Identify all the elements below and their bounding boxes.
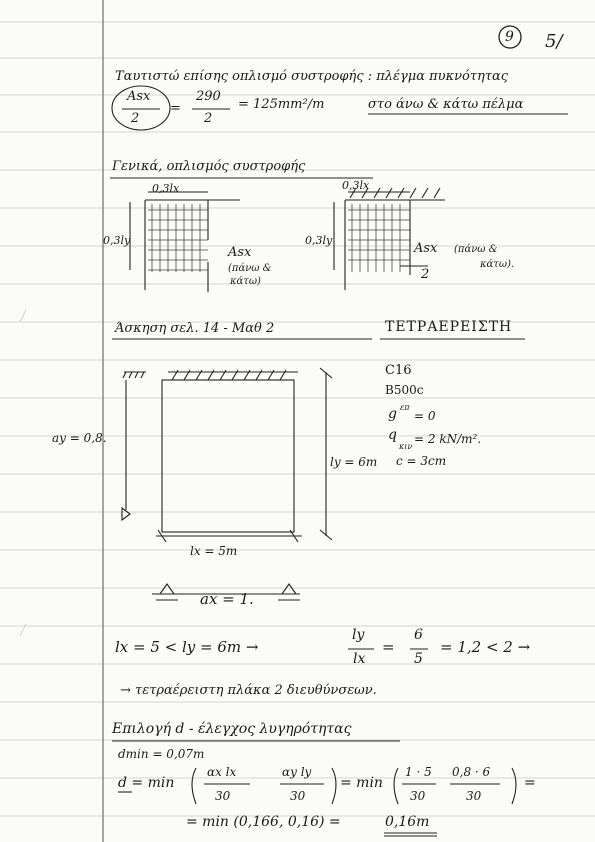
result-125: = 125mm²/m (238, 97, 325, 112)
frac-mid-den: 2 (204, 111, 213, 126)
top-bottom-note: στο άνω & κάτω πέλμα (368, 97, 524, 112)
g-label: g (388, 406, 397, 422)
frac-left-num: Asx (127, 89, 151, 104)
frac-left-den: 2 (131, 111, 140, 126)
lx-label: lx = 5m (190, 544, 238, 558)
q-label: q (388, 427, 397, 443)
dmin: dmin = 0,07m (118, 747, 205, 761)
exercise-type: ΤΕΤΡΑΕΡΕΙΣΤΗ (385, 319, 513, 335)
ratio-lhs: lx = 5 < ly = 6m → (115, 638, 259, 656)
line-1: Ταυτιστώ επίσης οπλισμό συστροφής : πλέγμα πυκνότητας (115, 69, 509, 84)
d-lhs: d = min (118, 775, 175, 791)
q-value: = 2 kN/m². (414, 432, 482, 446)
slab-drawing (100, 360, 360, 620)
exercise-title: Άσκηση σελ. 14 - Μαθ 2 (115, 321, 275, 336)
left-dim-side: 0,3ly (103, 234, 131, 247)
right-dim-top: 0,3lx (342, 179, 370, 192)
exercise-underline (110, 336, 530, 342)
left-note-2: κάτω) (230, 276, 261, 287)
ratio-eq: = (382, 638, 395, 656)
concrete-class: C16 (385, 363, 412, 378)
left-dim-top: 0,3lx (152, 182, 180, 195)
d-result-text: = min (0,166, 0,16) = (186, 814, 341, 830)
right-note-1: (πάνω & (454, 244, 498, 255)
selection-heading: Επιλογή d - έλεγχος λυγηρότητας (112, 721, 352, 737)
selection-underline (110, 738, 410, 744)
right-dim-side: 0,3ly (305, 234, 333, 247)
steel-class: B500c (385, 383, 424, 397)
ratio-frac-bars (344, 646, 444, 652)
d-a-den: 30 (215, 789, 231, 803)
d-b-num: αy ly (282, 765, 312, 779)
right-note-2: κάτω). (480, 259, 515, 270)
cover-value: c = 3cm (396, 454, 447, 468)
d-a-num: αx lx (207, 765, 237, 779)
ax-label: ax = 1. (200, 590, 254, 608)
conclusion: → τετραέρειστη πλάκα 2 διευθύνσεων. (120, 683, 377, 698)
sketch-right (320, 180, 480, 300)
d-d-num: 0,8 · 6 (452, 765, 491, 779)
d-b-den: 30 (290, 789, 306, 803)
ratio-result: = 1,2 < 2 → (440, 638, 531, 656)
ratio-frac2-den: 5 (414, 651, 423, 667)
left-asx-label: Asx (228, 245, 252, 260)
circled-number: 9 (505, 29, 514, 45)
g-value: = 0 (414, 409, 436, 423)
d-formula-strokes (110, 762, 540, 812)
ay-label: ay = 0,8. (52, 431, 107, 445)
line2-strokes (108, 84, 578, 134)
right-asx-num: Asx (414, 241, 438, 256)
d-c-num: 1 · 5 (405, 765, 432, 779)
d-result-underline (382, 831, 452, 839)
ratio-frac-den: lx (353, 651, 366, 667)
left-note-1: (πάνω & (228, 263, 272, 274)
q-sub: κιν (399, 442, 413, 451)
page-number: 5/ (545, 31, 563, 52)
heading-general: Γενικά, οπλισμός συστροφής (112, 159, 306, 174)
g-sup: επ (400, 403, 410, 412)
ly-label: ly = 6m (330, 455, 378, 469)
d-c-den: 30 (410, 789, 426, 803)
d-d-den: 30 (466, 789, 482, 803)
ratio-frac2-num: 6 (414, 627, 423, 643)
d-result-value: 0,16m (385, 814, 430, 830)
eq-sign: = (170, 101, 181, 116)
d-mid: = min (340, 775, 383, 791)
frac-mid-num: 290 (196, 89, 221, 104)
ratio-frac-num: ly (352, 627, 365, 643)
right-asx-den: 2 (421, 267, 430, 282)
d-end: = (524, 775, 536, 791)
